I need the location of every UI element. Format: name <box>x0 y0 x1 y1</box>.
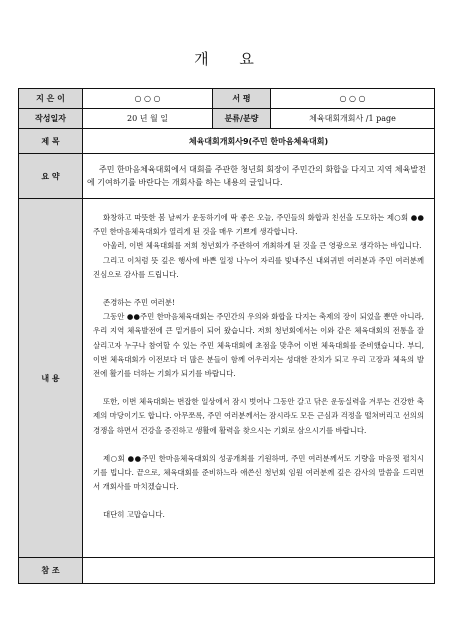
date-label: 작성일자 <box>19 109 83 129</box>
paragraph-spacer <box>93 438 424 452</box>
reviewer-label: 서 평 <box>213 89 271 109</box>
subject-row <box>19 129 435 154</box>
reference-row <box>19 558 435 584</box>
reference-value <box>83 558 435 584</box>
subject-value: 체육대회개회사9(주민 한마음체육대회) <box>83 129 435 154</box>
summary-row <box>19 154 435 199</box>
date-row <box>19 109 435 129</box>
content-paragraph: 존경하는 주민 여러분! <box>103 298 175 308</box>
paragraph-spacer <box>93 494 424 508</box>
summary-label: 요 약 <box>19 154 83 199</box>
content-paragraph: 그동안 ●●주민 한마음체육대회는 주민간의 우의와 화합을 다지는 축제의 장이 되었을 뿐만 아니라, 우리 지역 체육발전에 큰 밑거름이 되어 왔습니다. 저희 청년회에서는 이와 같은 체육대회의 전통을 잘 살리고자 누구나 참여할 수 있는 주민 체육대회에 초점을 맞추어 이번 체육대회를 준비했습니다. 부디, 이번 체육대회가 이전보다 더 많은 분들이 함께 어우러지는 성대한 잔치가 되고 우리 고장과 체육의 발전에 활기를 더하는 기회가 되기를 바랍니다. <box>93 312 424 379</box>
category-value: 체육대회개회사 /1 page <box>271 109 435 129</box>
content-paragraph: 대단히 고맙습니다. <box>103 510 165 520</box>
category-label: 분류/분량 <box>213 109 271 129</box>
content-paragraph: 화창하고 따뜻한 봄 날씨가 운동하기에 딱 좋은 오늘, 주민들의 화합과 친선을 도모하는 제○회 ●●주민 한마음체육대회가 열리게 된 것을 매우 기쁘게 생각합니다. <box>93 213 424 237</box>
content-paragraph: 아울러, 이번 체육대회를 저희 청년회가 주관하여 개최하게 된 것을 큰 영광으로 생각하는 바입니다. <box>103 241 422 251</box>
author-value: ○ ○ ○ <box>83 89 213 109</box>
content-paragraph: 또한, 이번 체육대회는 번잡한 일상에서 잠시 벗어나 그동안 갈고 닦은 운동실력을 겨루는 건강한 축제의 마당이기도 합니다. 아무쪼록, 주민 여러분께서는 잠시라도 모든 근심과 걱정을 떨쳐버리고 선의의 경쟁을 하면서 건강을 증진하고 생활에 활력을 찾으시는 기회로 삼으시기를 바랍니다. <box>93 397 424 435</box>
author-label: 지 은 이 <box>19 89 83 109</box>
content-body <box>83 199 435 558</box>
paragraph-spacer <box>93 282 424 296</box>
summary-value: 주민 한마음체육대회에서 대회를 주관한 청년회 회장이 주민간의 화합을 다지고 지역 체육발전에 기여하기를 바란다는 개회사를 하는 내용의 글입니다. <box>83 154 435 199</box>
author-row <box>19 89 435 109</box>
content-row <box>19 199 435 558</box>
reviewer-value: ○ ○ ○ <box>271 89 435 109</box>
date-value: 20 년 월 일 <box>83 109 213 129</box>
document-form-table <box>18 88 435 584</box>
content-paragraph: 그리고 이처럼 뜻 깊은 행사에 바쁜 일정 나누어 자리를 빛내주신 내외귀빈 여러분과 주민 여러분께 진심으로 감사를 드립니다. <box>93 255 424 279</box>
reference-label: 참 조 <box>19 558 83 584</box>
content-label: 내 용 <box>19 199 83 558</box>
subject-label: 제 목 <box>19 129 83 154</box>
page-title: 개 요 <box>194 50 256 68</box>
content-paragraph: 제○회 ●●주민 한마음체육대회의 성공개최를 기원하며, 주민 여러분께서도 기량을 마음껏 펼치시기를 빕니다. 끝으로, 체육대회를 준비하느라 애쓴신 청년회 임원 여러분께 깊은 감사의 말씀을 드리면서 개회사를 마치겠습니다. <box>93 453 424 492</box>
paragraph-spacer <box>93 381 424 395</box>
